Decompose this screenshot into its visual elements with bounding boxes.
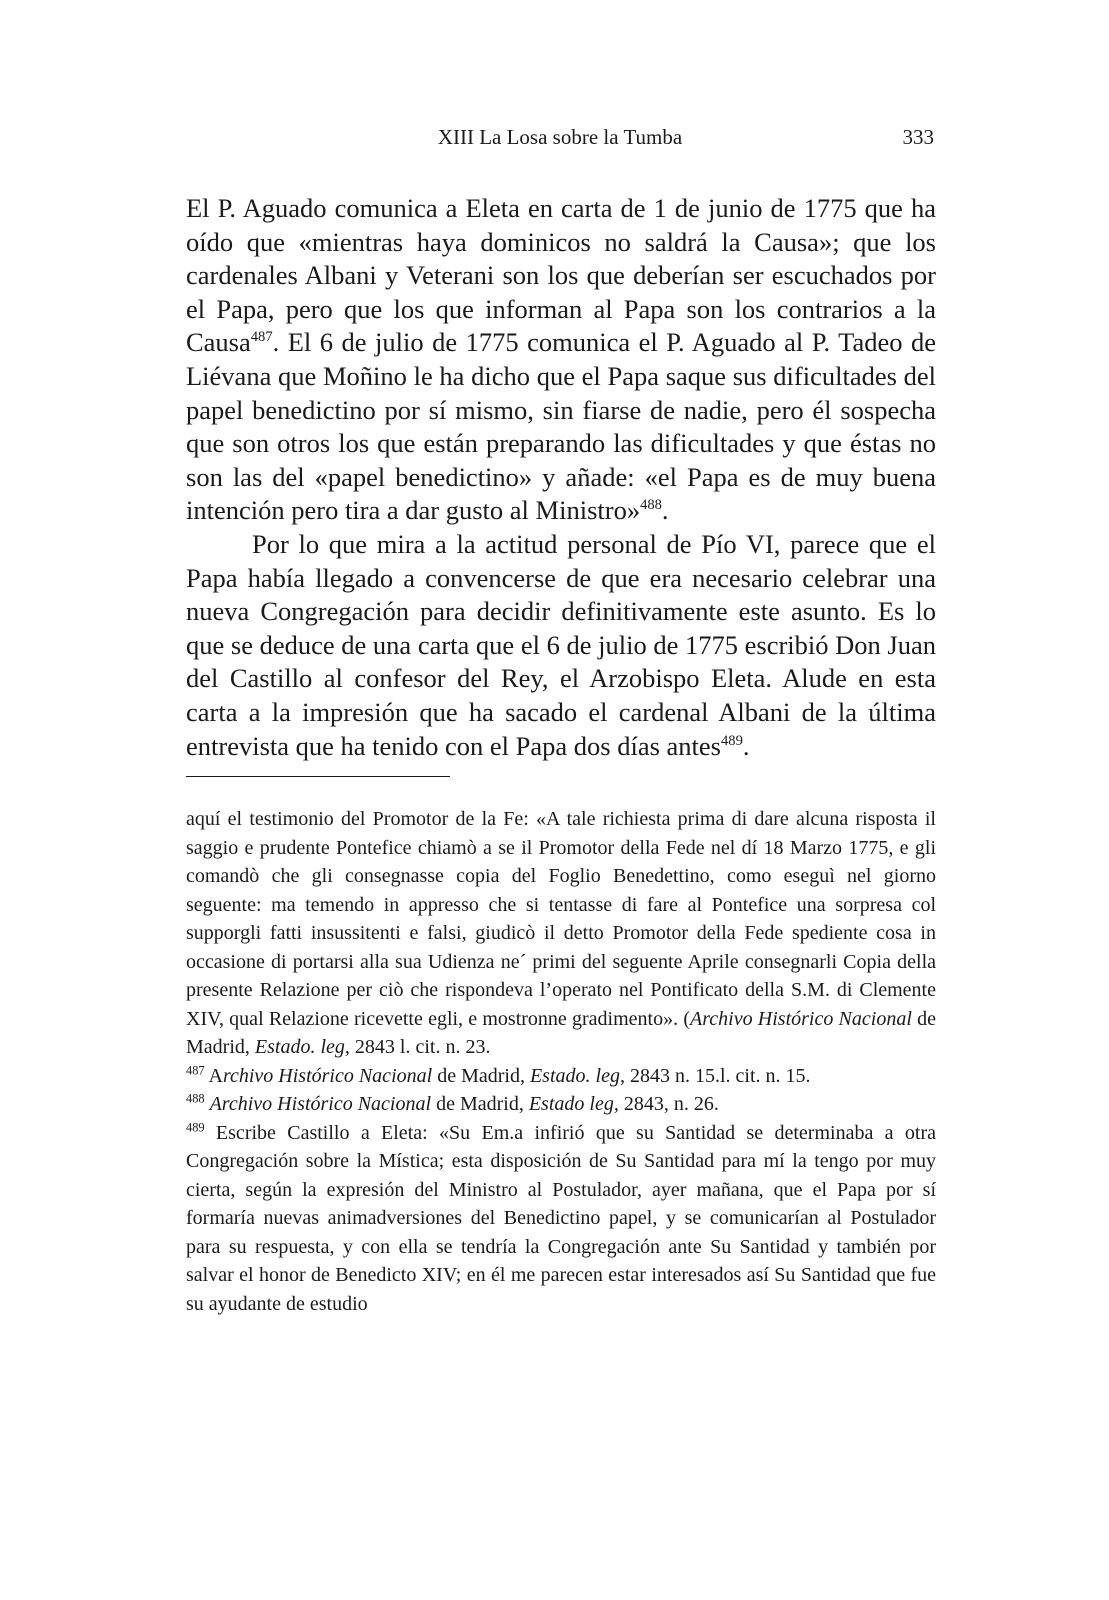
footnote-489-number: 489 (186, 1119, 205, 1134)
footnote-continued-mid: de Madrid, (186, 1007, 936, 1058)
main-text (186, 192, 936, 763)
footnote-489-text: Escribe Castillo a Eleta: «Su Em.a infirió que su Santidad se determinaba a otra Congregación sobre la Mística; esta disposición de Su Santidad para mí la tengo por muy cierta, según la expresión del Ministro al Postulador, ayer mañana, que el Papa por sí formaría nuevas animadversiones del Benedictino papel, y se comunicarían al Postulador para su respuesta, y con ella se tendría la Congregación ante Su Santidad y también por salvar el honor de Benedicto XIV; en él me parecen estar interesados así Su Santidad que fue su ayudante de estudio (186, 1121, 936, 1315)
footnote-487-source: rchivo Histórico Nacional (222, 1064, 433, 1087)
paragraph-1-text-b: . El 6 de julio de 1775 comunica el P. Aguado al P. Tadeo de Liévana que Moñino le ha dicho que el Papa saque sus dificultades del papel benedictino por sí mismo, sin fiarse de nadie, pero él sospecha que son otros los que están preparando las dificultades y que éstas no son las del «papel benedictino» y añade: «el Papa es de muy buena intención pero tira a dar gusto al Ministro» (186, 327, 936, 526)
footnotes (186, 805, 936, 1318)
paragraph-2 (186, 528, 936, 763)
footnote-487 (186, 1062, 936, 1091)
footnote-487-number: 487 (186, 1062, 205, 1077)
footnote-488 (186, 1090, 936, 1119)
paragraph-1 (186, 192, 936, 528)
paragraph-1-text-a: El P. Aguado comunica a Eleta en carta de 1 de junio de 1775 que ha oído que «mientras haya dominicos no saldrá la Causa»; que los cardenales Albani y Veterani son los que deberían ser escuchados por el Papa, pero que los que informan al Papa son los contrarios a la Causa (186, 193, 936, 358)
running-header (186, 125, 934, 155)
footnote-489 (186, 1119, 936, 1319)
page-number: 333 (902, 125, 934, 149)
paragraph-2-end: . (742, 730, 750, 761)
footnote-487-tail: 2843 n. 15.l. cit. n. 15. (624, 1064, 811, 1087)
footnote-488-mid: de Madrid, (431, 1093, 529, 1115)
footnote-continued-source: Archivo Histórico Nacional (690, 1007, 912, 1030)
footnote-487-lead: A (204, 1064, 223, 1087)
footnote-continued-series: Estado. leg, (254, 1036, 350, 1058)
footnote-continued-tail: 2843 l. cit. n. 23. (349, 1036, 491, 1058)
paragraph-2-text: Por lo que mira a la actitud personal de Pío VI, parece que el Papa había llegado a convencerse de que era necesario celebrar una nueva Congregación para decidir definitivamente este asunto. Es lo que se deduce de una carta que el 6 de julio de 1775 escribió Don Juan del Castillo al confesor del Rey, el Arzobispo Eleta. Alude en esta carta a la impresión que ha sacado el cardenal Albani de la última entrevista que ha tenido con el Papa dos días antes (186, 528, 936, 761)
footnote-ref-489: 489 (721, 732, 743, 749)
footnote-ref-488: 488 (640, 497, 662, 514)
footnote-ref-487: 487 (250, 329, 273, 346)
footnote-487-series: Estado. leg, (529, 1064, 625, 1087)
footnote-488-tail: 2843, n. 26. (618, 1093, 719, 1115)
footnote-487-mid: de Madrid, (432, 1064, 530, 1087)
footnote-separator (186, 776, 450, 777)
footnote-488-series: Estado leg, (528, 1093, 619, 1115)
footnote-continued (186, 805, 936, 1062)
footnote-continued-text: aquí el testimonio del Promotor de la Fe: «A tale richiesta prima di dare alcuna risposta il saggio e prudente Pontefice chiamò a se il Promotor della Fede nel dí 18 Marzo 1775, e gli comandò che gli consegnasse copia del Foglio Benedettino, como eseguì nel giorno seguente: ma temendo in appresso che si tentasse di fare al Pontefice una sorpresa col supporgli fatti insussitenti e falsi, giudicò il detto Promotor della Fede spediente cosa in occasione di portarsi alla sua Udienza ne´ primi del seguente Aprile consegnarli Copia della presente Relazione per ciò che rispondeva l’operato nel Pontificato della S.M. di Clemente XIV, qual Relazione ricevette egli, e mostronne gradimento». ( (186, 808, 936, 1030)
footnote-488-number: 488 (186, 1091, 205, 1106)
paragraph-1-text-c: . (661, 495, 669, 526)
footnote-488-source: Archivo Histórico Nacional (209, 1093, 432, 1115)
chapter-title: XIII La Losa sobre la Tumba (437, 125, 683, 149)
